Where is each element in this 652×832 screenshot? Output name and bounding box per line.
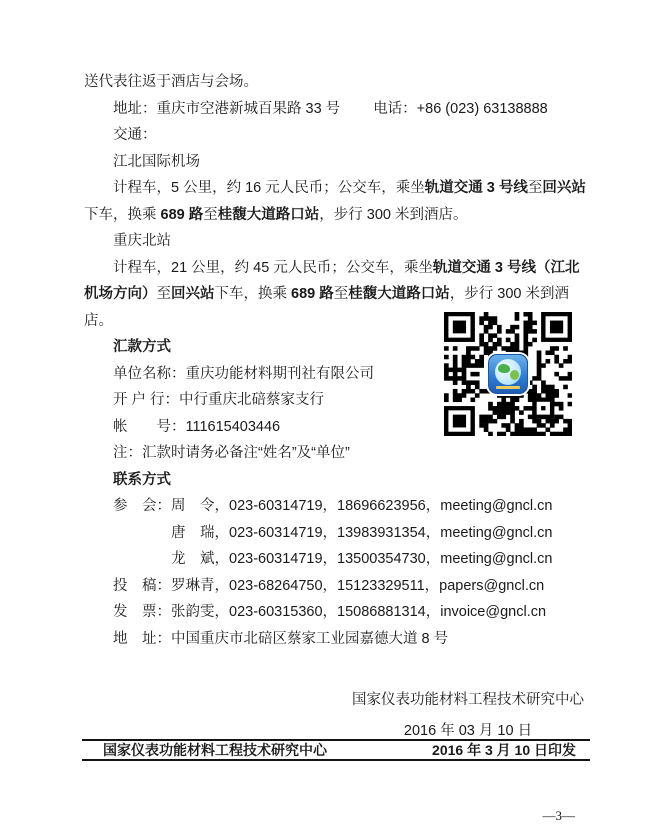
route-line3: 轨道交通 3 号线 <box>424 180 528 196</box>
route-text: 至 <box>333 286 349 302</box>
route-text: 至 <box>203 206 218 223</box>
signature-block <box>350 685 586 747</box>
hotel-phone: 电话：+86 (023) 63138888 <box>373 100 548 117</box>
airport-heading: 江北国际机场 <box>113 153 200 170</box>
page-footer <box>82 739 590 761</box>
route-text: 下车，换乘 <box>214 286 292 302</box>
route-text: ，步行 300 米到酒店。 <box>84 286 570 329</box>
route-bus-689: 689 路 <box>291 286 334 302</box>
remittance-company: 单位名称：重庆功能材料期刊社有限公司 <box>113 365 374 382</box>
route-stop-huixing: 回兴站 <box>542 180 586 196</box>
shuttle-line: 送代表往返于酒店与会场。 <box>84 74 258 90</box>
route-text: 至 <box>156 286 171 302</box>
airport-route <box>84 175 590 228</box>
contact-line-meeting-1: 参 会：周 令，023-60314719，18696623956，meeting@gncl.cn <box>113 498 553 514</box>
qr-code <box>444 312 572 436</box>
route-text: ，步行 300 米到酒店。 <box>319 206 468 223</box>
route-text: 下车，换乘 <box>84 206 161 223</box>
route-stop-guifu: 桂馥大道路口站 <box>217 206 320 223</box>
signature-org: 国家仪表功能材料工程技术研究中心 <box>352 692 584 708</box>
contact-line-meeting-3: 龙 斌，023-60314719，13500354730，meeting@gncl.cn <box>113 551 553 567</box>
footer-issue-date: 2016 年 3 月 10 日印发 <box>432 742 576 758</box>
qr-center-logo-icon <box>488 354 528 394</box>
contact-line-meeting-2: 唐 瑞，023-60314719，13983931354，meeting@gncl.cn <box>113 524 553 541</box>
route-text: 计程车，21 公里，约 45 元人民币；公交车，乘坐 <box>113 259 433 276</box>
page-number: —3— <box>542 808 575 823</box>
contacts-heading: 联系方式 <box>113 471 171 488</box>
route-stop-guifu: 桂馥大道路口站 <box>348 286 450 302</box>
contact-line-address: 地 址：中国重庆市北碚区蔡家工业园嘉德大道 8 号 <box>113 630 449 647</box>
hotel-address-line <box>84 96 590 123</box>
route-text: 至 <box>527 180 543 196</box>
route-stop-huixing: 回兴站 <box>171 286 215 302</box>
contact-line-invoice: 发 票：张韵雯，023-60315360，15086881314，invoice@gncl.cn <box>113 604 547 620</box>
remittance-bank: 开 户 行：中行重庆北碚蔡家支行 <box>113 392 325 408</box>
route-text: 计程车，5 公里，约 16 元人民币；公交车，乘坐 <box>113 180 425 196</box>
route-bus-689: 689 路 <box>160 206 204 223</box>
traffic-label: 交通： <box>113 127 157 143</box>
remittance-account: 帐 号：111615403446 <box>113 418 281 435</box>
globe-icon <box>495 359 521 385</box>
footer-org: 国家仪表功能材料工程技术研究中心 <box>103 742 327 758</box>
contact-line-papers: 投 稿：罗琳青，023-68264750，15123329511，papers@gncl.cn <box>113 577 545 594</box>
qr-logo-label <box>496 386 520 389</box>
signature-date: 2016 年 03 月 10 日 <box>403 723 533 739</box>
remittance-heading: 汇款方式 <box>113 339 171 355</box>
remittance-note: 注：汇款时请务必备注“姓名”及“单位” <box>113 445 350 461</box>
route-line3-cont: 向） <box>127 286 157 302</box>
route-line3: 轨道交通 3 号线（江北机场方 <box>84 259 580 302</box>
hotel-address: 地址：重庆市空港新城百果路 33 号 <box>113 100 341 117</box>
station-heading: 重庆北站 <box>113 233 171 249</box>
